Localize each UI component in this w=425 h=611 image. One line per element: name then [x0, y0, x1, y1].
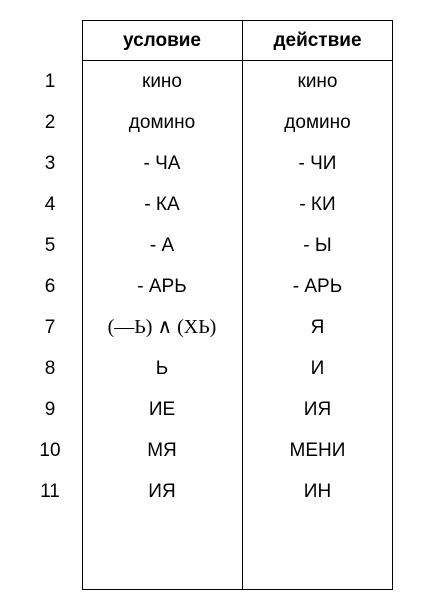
row-action: И	[310, 358, 325, 379]
row-number: 11	[40, 481, 60, 502]
table-row	[0, 348, 425, 389]
header-action: действие	[273, 30, 362, 51]
table-row	[0, 61, 425, 102]
row-number: 7	[44, 317, 56, 338]
row-condition: домино	[128, 112, 196, 133]
row-action: Я	[310, 317, 325, 338]
row-condition: ИЯ	[148, 481, 176, 502]
row-number: 10	[39, 440, 61, 461]
row-number: 5	[44, 235, 56, 256]
row-action: МЕНИ	[289, 440, 346, 461]
row-condition: - А	[149, 235, 175, 256]
row-action: - ЧИ	[298, 153, 337, 174]
row-condition: - АРЬ	[137, 276, 187, 297]
row-number: 8	[44, 358, 56, 379]
table-row	[0, 143, 425, 184]
table-row	[0, 266, 425, 307]
table-row	[0, 430, 425, 471]
row-action: ИН	[303, 481, 332, 502]
row-condition: - КА	[144, 194, 180, 215]
row-action: - Ы	[303, 235, 332, 256]
row-number: 4	[44, 194, 56, 215]
row-action: - КИ	[299, 194, 336, 215]
row-number: 1	[44, 71, 56, 92]
row-action: домино	[284, 112, 351, 133]
table-row	[0, 471, 425, 512]
row-number: 9	[44, 399, 56, 420]
table-row	[0, 389, 425, 430]
row-number: 3	[44, 153, 56, 174]
row-action: ИЯ	[303, 399, 332, 420]
row-action: кино	[297, 71, 338, 92]
row-condition: МЯ	[147, 440, 177, 461]
row-condition: (—Ь) ∧ (ХЬ)	[107, 316, 217, 338]
table-row	[0, 225, 425, 266]
table-row	[0, 102, 425, 143]
row-condition: кино	[142, 71, 182, 92]
row-condition: - ЧА	[143, 153, 181, 174]
row-action: - АРЬ	[292, 276, 343, 297]
header-condition: условие	[122, 30, 201, 51]
table-row	[0, 307, 425, 348]
row-number: 6	[44, 276, 56, 297]
row-number: 2	[44, 112, 56, 133]
table-row	[0, 184, 425, 225]
row-condition: ИЕ	[148, 399, 176, 420]
row-condition: Ь	[155, 358, 169, 379]
